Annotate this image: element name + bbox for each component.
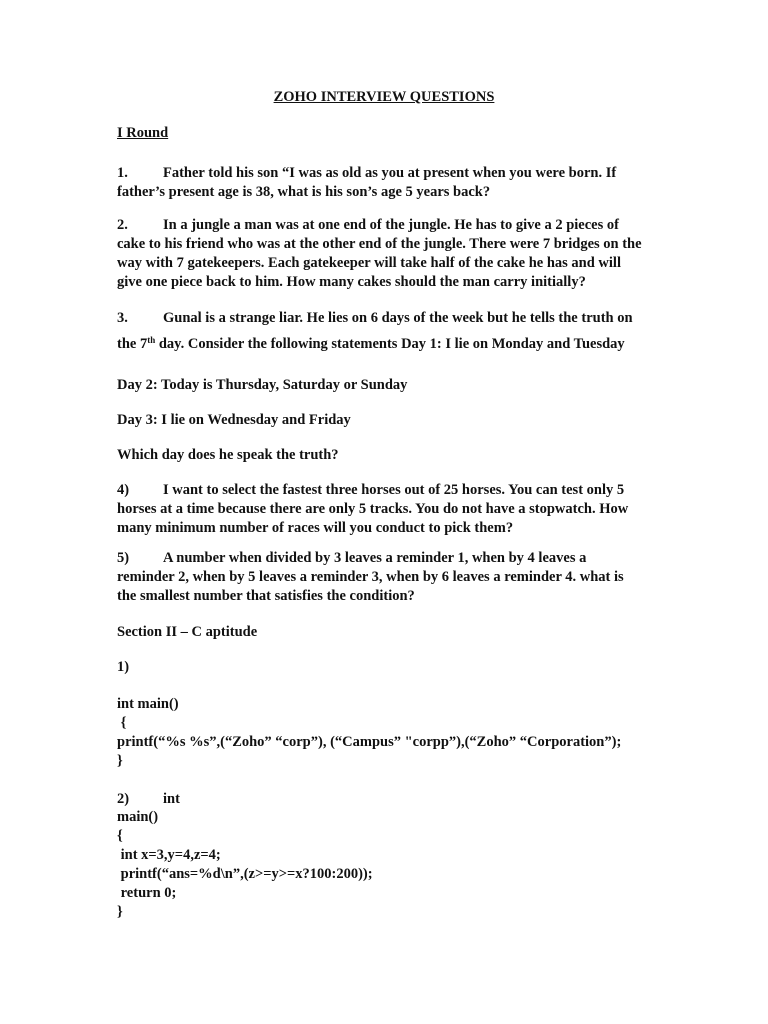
question-text: A number when divided by 3 leaves a reminder 1, when by 4 leaves a reminder 2, when by 5 leaves a reminder 3, when by 6 leaves a reminder 4. what is the smallest number that satisfies the condition? — [117, 550, 624, 604]
question-3-ask: Which day does he speak the truth? — [117, 447, 339, 463]
section-2-heading: Section II – C aptitude — [117, 624, 258, 640]
question-text: Gunal is a strange liar. He lies on 6 days of the week but he tells the truth on — [163, 310, 633, 326]
question-4 — [117, 481, 637, 538]
question-number: 4) — [117, 482, 130, 498]
question-number: 3. — [117, 310, 128, 326]
question-number: 1. — [117, 165, 128, 181]
document-title: ZOHO INTERVIEW QUESTIONS — [273, 89, 495, 105]
question-text: Father told his son “I was as old as you at present when you were born. If father’s present age is 38, what is his son’s age 5 years back? — [117, 165, 617, 200]
question-number: 2) — [117, 791, 130, 807]
question-text: the 7 — [117, 336, 148, 352]
round-heading: I Round — [117, 125, 169, 141]
question-3-line-2 — [117, 336, 625, 353]
code-keyword: int — [163, 791, 180, 807]
question-3-day2: Day 2: Today is Thursday, Saturday or Sunday — [117, 377, 408, 393]
question-text: day. Consider the following statements Day 1: I lie on Monday and Tuesday — [155, 336, 625, 352]
c-question-2-header — [117, 791, 180, 808]
question-number: 2. — [117, 217, 128, 233]
question-3-day3: Day 3: I lie on Wednesday and Friday — [117, 412, 351, 428]
ordinal-suffix: th — [147, 335, 156, 345]
question-1 — [117, 164, 637, 202]
question-number: 5) — [117, 550, 130, 566]
c-question-1-code: int main() { printf(“%s %s”,(“Zoho” “corp”), (“Campus” "corpp”),(“Zoho” “Corporation”); } — [117, 696, 622, 769]
c-question-2-code: main() { int x=3,y=4,z=4; printf(“ans=%d\n”,(z>=y>=x?100:200)); return 0; } — [117, 809, 373, 920]
question-5 — [117, 549, 632, 606]
question-3-line-1 — [117, 310, 633, 327]
question-2 — [117, 216, 647, 292]
question-text: In a jungle a man was at one end of the jungle. He has to give a 2 pieces of cake to his friend who was at the other end of the jungle. There were 7 bridges on the way with 7 gatekeepers. Each gatekeeper will take half of the cake he has and will give one piece back to him. How many cakes should the man carry initially? — [117, 217, 642, 290]
question-text: I want to select the fastest three horses out of 25 horses. You can test only 5 horses at a time because there are only 5 tracks. You do not have a stopwatch. How many minimum number of races will you conduct to pick them? — [117, 482, 629, 536]
c-question-1-number: 1) — [117, 659, 130, 675]
